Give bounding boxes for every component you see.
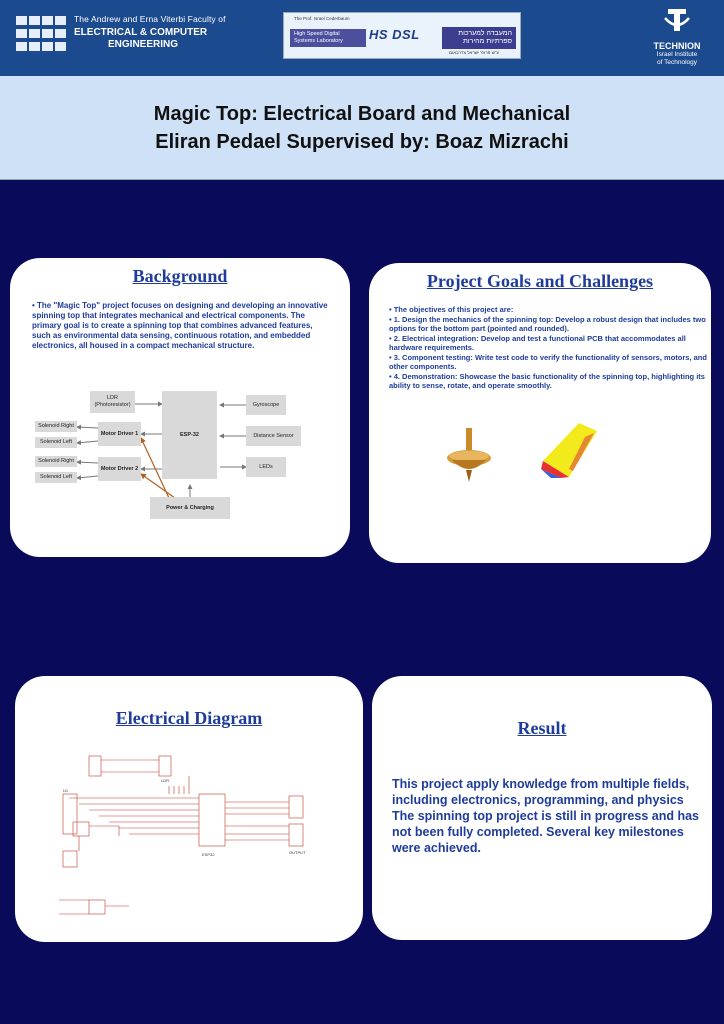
lab-english-name: High Speed Digital Systems Laboratory [290,29,366,47]
header-bar [0,0,724,76]
esp32-block: ESP-32 [162,391,217,479]
electrical-schematic [49,746,319,936]
gyroscope-block: Gyroscope [246,395,286,415]
result-paragraph-1: This project apply knowledge from multiple fields, including electronics, programming, and physics [392,777,690,807]
distance-sensor-block: Distance Sensor [246,426,301,446]
background-text: • The "Magic Top" project focuses on designing and developing an innovative spinning top that integrates mechanical and electrical components. The primary goal is to create a spinning top that combines advanced features, such as environmental data sensing, continuous rotation, and embedded electronics, all housed in a compact mechanical structure. [32,301,328,350]
result-card [372,676,712,940]
motor-driver-2-block: Motor Driver 2 [98,457,141,481]
title-band [0,76,724,180]
lab-dedication: The Prof. Israel Cederbaum [294,16,350,21]
solenoid-right-2-block: Solenoid Right [35,456,77,467]
goals-heading: Project Goals and Challenges [426,271,654,291]
lab-hebrew-name: המעבדה למערכות ספרתיות מהירות [442,27,516,49]
faculty-logo-icon [16,16,68,52]
technion-emblem-icon [662,6,692,34]
solenoid-left-1-block: Solenoid Left [35,437,77,448]
poster-title: Magic Top: Electrical Board and Mechanical [153,103,571,125]
ldr-block [90,391,135,413]
ldr-sublabel: (Photoresistor) [94,402,131,408]
result-heading: Result [517,718,567,738]
schematic-esp-label: ESP32 [202,852,215,857]
result-paragraph-2: The spinning top project is still in progress and has not been fully completed. Several key milestones were achieved. [392,809,699,855]
goals-item: • 1. Design the mechanics of the spinning top: Develop a robust design that includes two options for the bottom part (pointed and rounded). [389,314,706,333]
lab-hebrew-dedication: ע"ש פרופ' ישראל צדרבאום [449,50,500,55]
leds-block: LEDs [246,457,286,477]
faculty-name [74,14,226,50]
schematic-output-label: OUTPUT [289,850,306,855]
faculty-line-3: ENGINEERING [108,39,179,50]
technion-name: TECHNION [653,41,701,51]
electrical-card [15,676,363,942]
technion-sub-2: of Technology [657,59,697,66]
result-text [392,776,712,856]
faculty-line-1: The Andrew and Erna Viterbi Faculty of [74,14,226,24]
block-diagram [35,383,335,523]
lab-acronym: HS DSL [369,27,420,42]
solenoid-right-1-block: Solenoid Right [35,421,77,432]
faculty-line-2: ELECTRICAL & COMPUTER [74,27,208,38]
goals-list [389,305,707,391]
electrical-heading: Electrical Diagram [115,708,263,728]
background-heading: Background [132,266,228,286]
spinning-top-3d-model [539,421,601,479]
technion-sub-1: Israel Institute [656,51,698,58]
power-charging-block: Power & Charging [150,497,230,519]
technion-logo [642,6,712,67]
solenoid-left-2-block: Solenoid Left [35,472,77,483]
motor-driver-1-block: Motor Driver 1 [98,422,141,446]
goals-item: • 3. Component testing: Write test code to verify the functionality of sensors, motors, and other components. [389,352,707,371]
schematic-ldr-label: LDR [161,778,170,783]
goals-item: • 4. Demonstration: Showcase the basic functionality of the spinning top, highlighting its ability to sense, rotate, and operate smoothly. [389,371,705,390]
goals-item: • The objectives of this project are: [389,305,514,314]
ldr-label: LDR [106,395,118,401]
goals-item: • 2. Electrical integration: Develop and test a functional PCB that accommodates all hardware requirements. [389,333,686,352]
schematic-u1-label: U1 [63,788,69,793]
background-card [10,258,350,557]
spinning-top-photo [444,426,494,486]
poster-authors: Eliran Pedael Supervised by: Boaz Mizrachi [155,131,569,153]
goals-card [369,263,711,563]
hsdsl-lab-logo [283,12,521,59]
